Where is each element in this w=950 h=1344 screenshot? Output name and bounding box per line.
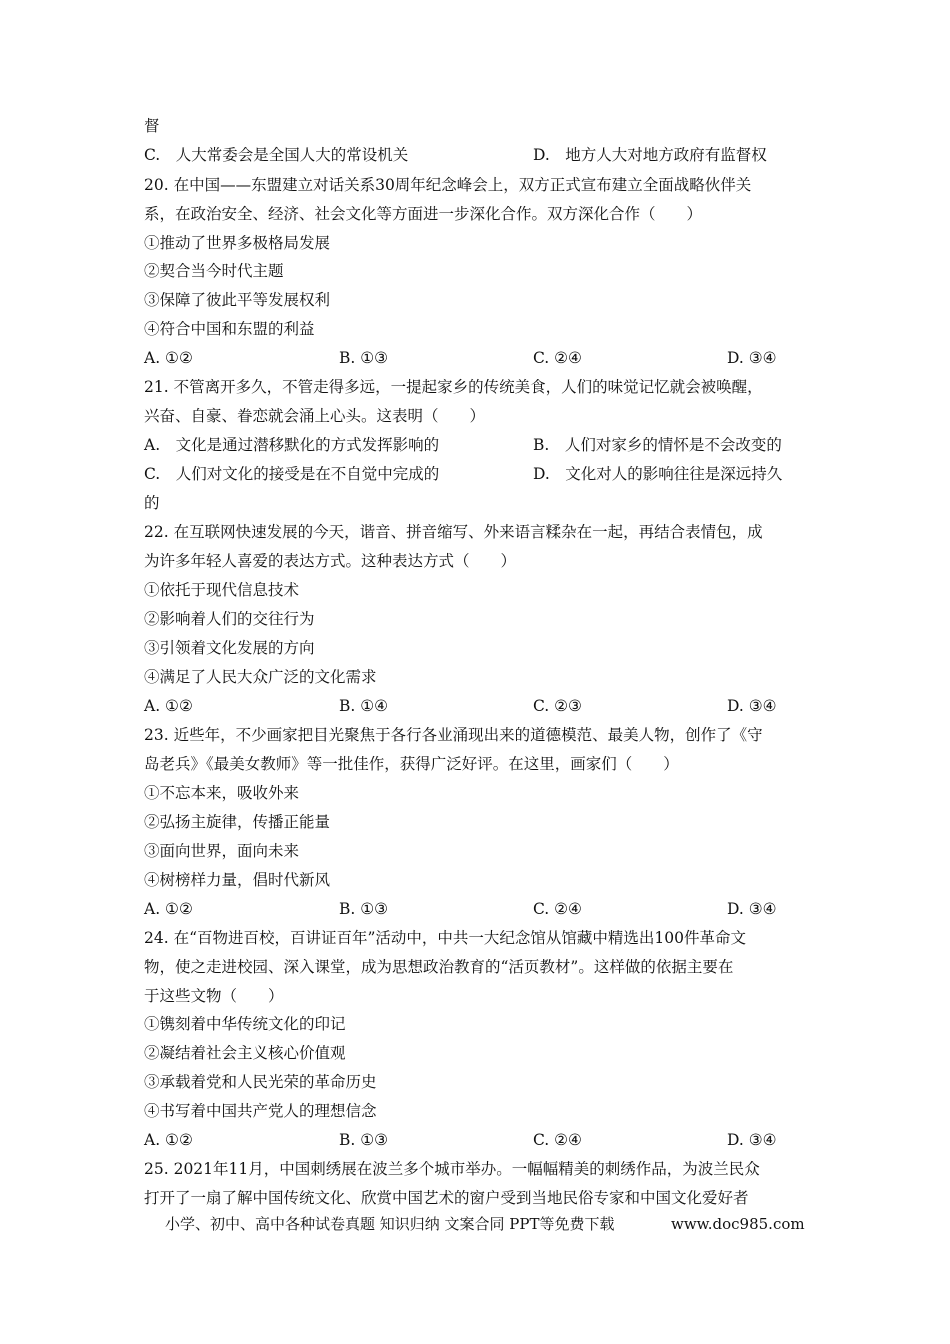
q20-option-d: D. ③④ <box>727 349 777 367</box>
q23-option-a: A. ①② <box>144 900 193 918</box>
footer-text: 小学、初中、高中各种试卷真题 知识归纳 文案合同 PPT等免费下载 <box>165 1215 615 1233</box>
q22-option-b: B. ①④ <box>339 697 389 715</box>
question-24-text: 24. 在“百物进百校，百讲证百年”活动中，中共一大纪念馆从馆藏中精选出100件革命文 <box>144 929 747 947</box>
question-25-text: 打开了一扇了解中国传统文化、欣赏中国艺术的窗户受到当地民俗专家和中国文化爱好者 <box>144 1189 749 1207</box>
question-22-item: ②影响着人们的交往行为 <box>144 610 315 628</box>
question-24-item: ②凝结着社会主义核心价值观 <box>144 1044 346 1062</box>
question-23-item: ④树榜样力量，倡时代新风 <box>144 871 331 889</box>
question-24-item: ③承载着党和人民光荣的革命历史 <box>144 1073 377 1091</box>
question-20-item: ③保障了彼此平等发展权利 <box>144 291 331 309</box>
question-23-item: ②弘扬主旋律，传播正能量 <box>144 813 331 831</box>
q22-option-a: A. ①② <box>144 697 193 715</box>
q23-option-b: B. ①③ <box>339 900 389 918</box>
text-line: 的 <box>144 494 160 512</box>
question-24-item: ①镌刻着中华传统文化的印记 <box>144 1015 346 1033</box>
question-20-text: 20. 在中国——东盟建立对话关系30周年纪念峰会上，双方正式宣布建立全面战略伙伴关 <box>144 176 752 194</box>
question-22-item: ③引领着文化发展的方向 <box>144 639 315 657</box>
q19-option-d: D. 地方人大对地方政府有监督权 <box>533 146 767 164</box>
q24-option-a: A. ①② <box>144 1131 193 1149</box>
question-21-text: 兴奋、自豪、眷恋就会涌上心头。这表明（ ） <box>144 407 486 425</box>
question-20-item: ④符合中国和东盟的利益 <box>144 320 315 338</box>
question-24-text: 物，使之走进校园、深入课堂，成为思想政治教育的“活页教材”。这样做的依据主要在 <box>144 958 734 976</box>
q23-option-d: D. ③④ <box>727 900 777 918</box>
question-22-item: ④满足了人民大众广泛的文化需求 <box>144 668 377 686</box>
q20-option-a: A. ①② <box>144 349 193 367</box>
question-24-text: 于这些文物（ ） <box>144 987 284 1005</box>
question-25-text: 25. 2021年11月，中国刺绣展在波兰多个城市举办。一幅幅精美的刺绣作品，为波兰民众 <box>144 1160 760 1178</box>
question-22-item: ①依托于现代信息技术 <box>144 581 300 599</box>
question-23-item: ③面向世界，面向未来 <box>144 842 300 860</box>
footer-url-link[interactable]: www.doc985.com <box>671 1215 805 1233</box>
text-line: 督 <box>144 117 160 135</box>
q21-option-c: C. 人们对文化的接受是在不自觉中完成的 <box>144 465 440 483</box>
q19-option-c: C. 人大常委会是全国人大的常设机关 <box>144 146 409 164</box>
question-23-item: ①不忘本来，吸收外来 <box>144 784 300 802</box>
question-22-text: 22. 在互联网快速发展的今天，谐音、拼音缩写、外来语言糅杂在一起，再结合表情包，成 <box>144 523 763 541</box>
question-23-text: 23. 近些年，不少画家把目光聚焦于各行各业涌现出来的道德模范、最美人物，创作了《守 <box>144 726 763 744</box>
question-23-text: 岛老兵》《最美女教师》等一批佳作，获得广泛好评。在这里，画家们（ ） <box>144 755 679 773</box>
question-24-item: ④书写着中国共产党人的理想信念 <box>144 1102 377 1120</box>
q21-option-a: A. 文化是通过潜移默化的方式发挥影响的 <box>144 436 440 454</box>
q20-option-b: B. ①③ <box>339 349 389 367</box>
q24-option-b: B. ①③ <box>339 1131 389 1149</box>
q20-option-c: C. ②④ <box>533 349 582 367</box>
q22-option-c: C. ②③ <box>533 697 582 715</box>
question-20-item: ①推动了世界多极格局发展 <box>144 234 331 252</box>
q21-option-b: B. 人们对家乡的情怀是不会改变的 <box>533 436 782 454</box>
question-20-text: 系，在政治安全、经济、社会文化等方面进一步深化合作。双方深化合作（ ） <box>144 205 703 223</box>
q23-option-c: C. ②④ <box>533 900 582 918</box>
question-21-text: 21. 不管离开多久，不管走得多远，一提起家乡的传统美食，人们的味觉记忆就会被唤醒， <box>144 378 763 396</box>
q21-option-d: D. 文化对人的影响往往是深远持久 <box>533 465 783 483</box>
q24-option-c: C. ②④ <box>533 1131 582 1149</box>
q24-option-d: D. ③④ <box>727 1131 777 1149</box>
page-footer <box>165 1214 805 1234</box>
question-20-item: ②契合当今时代主题 <box>144 262 284 280</box>
question-22-text: 为许多年轻人喜爱的表达方式。这种表达方式（ ） <box>144 552 517 570</box>
q22-option-d: D. ③④ <box>727 697 777 715</box>
